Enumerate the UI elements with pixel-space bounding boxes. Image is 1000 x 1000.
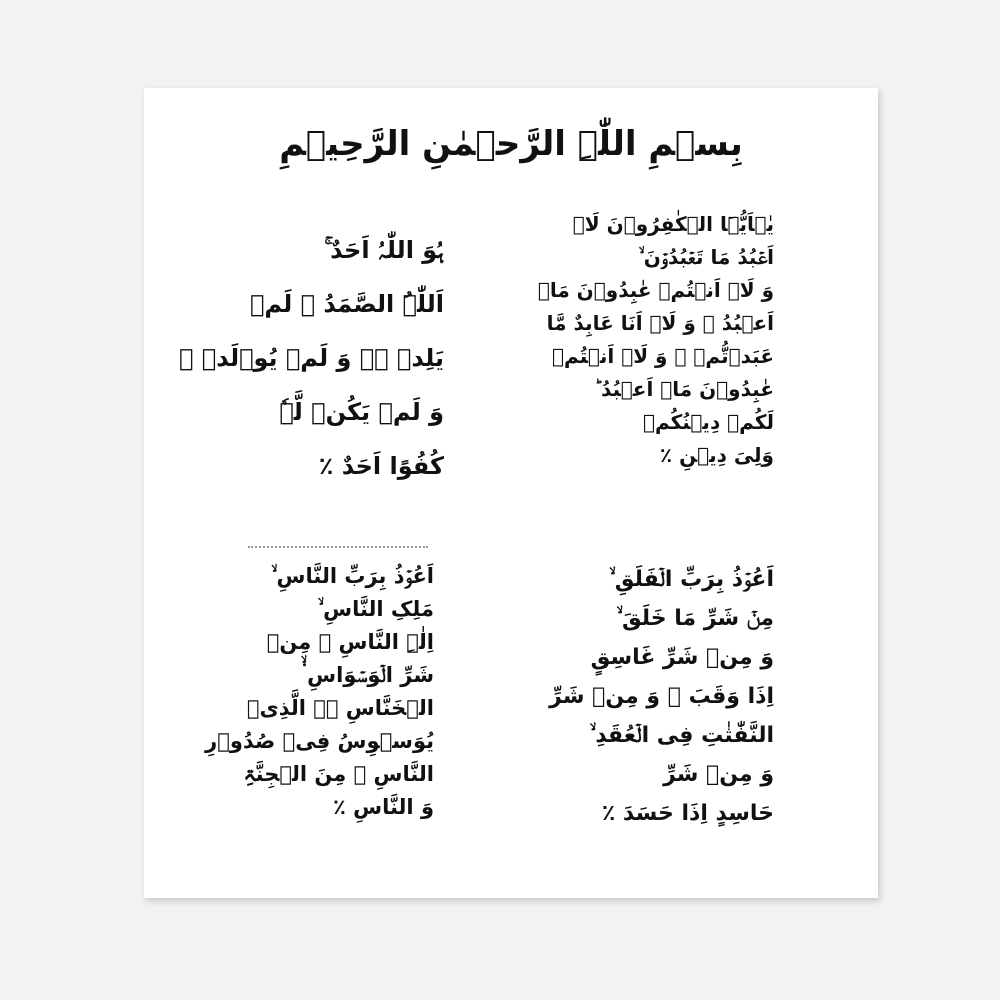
verse-line: کُفُوًا اَحَدٌ ٪ — [318, 452, 444, 480]
verse-line: اِلٰہِ النَّاسِ ۙ مِنۡ — [266, 630, 434, 654]
verse-line: وَ مِنۡ شَرِّ غَاسِقٍ — [590, 645, 774, 670]
verse-line: الۡخَنَّاسِ ۪ۙ الَّذِیۡ — [246, 696, 434, 720]
surah-ikhlas-block — [179, 223, 444, 493]
verse-line: مِنۡ شَرِّ مَا خَلَقَ ۙ — [616, 606, 774, 631]
section-divider — [248, 546, 428, 548]
verse-line: لَکُمۡ دِیۡنُکُمۡ — [642, 410, 774, 434]
verse-line: اَعُوۡذُ بِرَبِّ الۡفَلَقِ ۙ — [609, 567, 774, 592]
verse-line: یٰۤاَیُّہَا الۡکٰفِرُوۡنَ لَاۤ — [572, 212, 774, 236]
surah-nas-block — [205, 560, 434, 824]
verse-line: مَلِکِ النَّاسِ ۙ — [317, 597, 434, 621]
verse-line: عٰبِدُوۡنَ مَاۤ اَعۡبُدُ ؕ — [594, 377, 774, 401]
verse-line: عَبَدۡتُّمۡ ۙ وَ لَاۤ اَنۡتُمۡ — [552, 344, 774, 368]
surah-kafirun-block — [537, 208, 774, 472]
verse-line: شَرِّ الۡوَسۡوَاسِ ۬ۙ — [301, 663, 434, 687]
verse-line: وَ لَمۡ یَکُنۡ لَّہٗ — [279, 398, 444, 426]
verse-line: وَ لَاۤ اَنۡتُمۡ عٰبِدُوۡنَ مَاۤ — [537, 278, 774, 302]
verse-line: ہُوَ اللّٰہُ اَحَدٌ ۚ — [324, 236, 444, 264]
verse-line: اَللّٰہُ الصَّمَدُ ۚ لَمۡ — [250, 290, 444, 318]
verse-line: حَاسِدٍ اِذَا حَسَدَ ٪ — [601, 801, 774, 826]
verse-line: وَ النَّاسِ ٪ — [332, 795, 434, 819]
verse-line: وَلِیَ دِیۡنِ ٪ — [659, 443, 774, 467]
verse-line: النَّاسِ ۙ مِنَ الۡجِنَّۃِ — [243, 762, 434, 786]
verse-line: اَعُوۡذُ بِرَبِّ النَّاسِ ۙ — [271, 564, 434, 588]
surah-falaq-block — [549, 560, 774, 833]
verse-line: اَعۡبُدُ ۚ وَ لَاۤ اَنَا عَابِدٌ مَّا — [546, 311, 774, 335]
verse-line: یُوَسۡوِسُ فِیۡ صُدُوۡرِ — [205, 729, 434, 753]
verse-line: اِذَا وَقَبَ ۙ وَ مِنۡ شَرِّ — [549, 684, 774, 709]
verse-line: اَعۡبُدُ مَا تَعۡبُدُوۡنَ ۙ — [638, 245, 774, 269]
verse-line: وَ مِنۡ شَرِّ — [663, 762, 774, 787]
poster-canvas — [144, 88, 878, 898]
verse-line: النَّفّٰثٰتِ فِی الۡعُقَدِ ۙ — [589, 723, 774, 748]
bismillah-heading: بِسۡمِ اللّٰہِ الرَّحۡمٰنِ الرَّحِیۡمِ — [279, 124, 743, 164]
verse-line: یَلِدۡ ۬ۙ وَ لَمۡ یُوۡلَدۡ ۙ — [179, 344, 444, 372]
